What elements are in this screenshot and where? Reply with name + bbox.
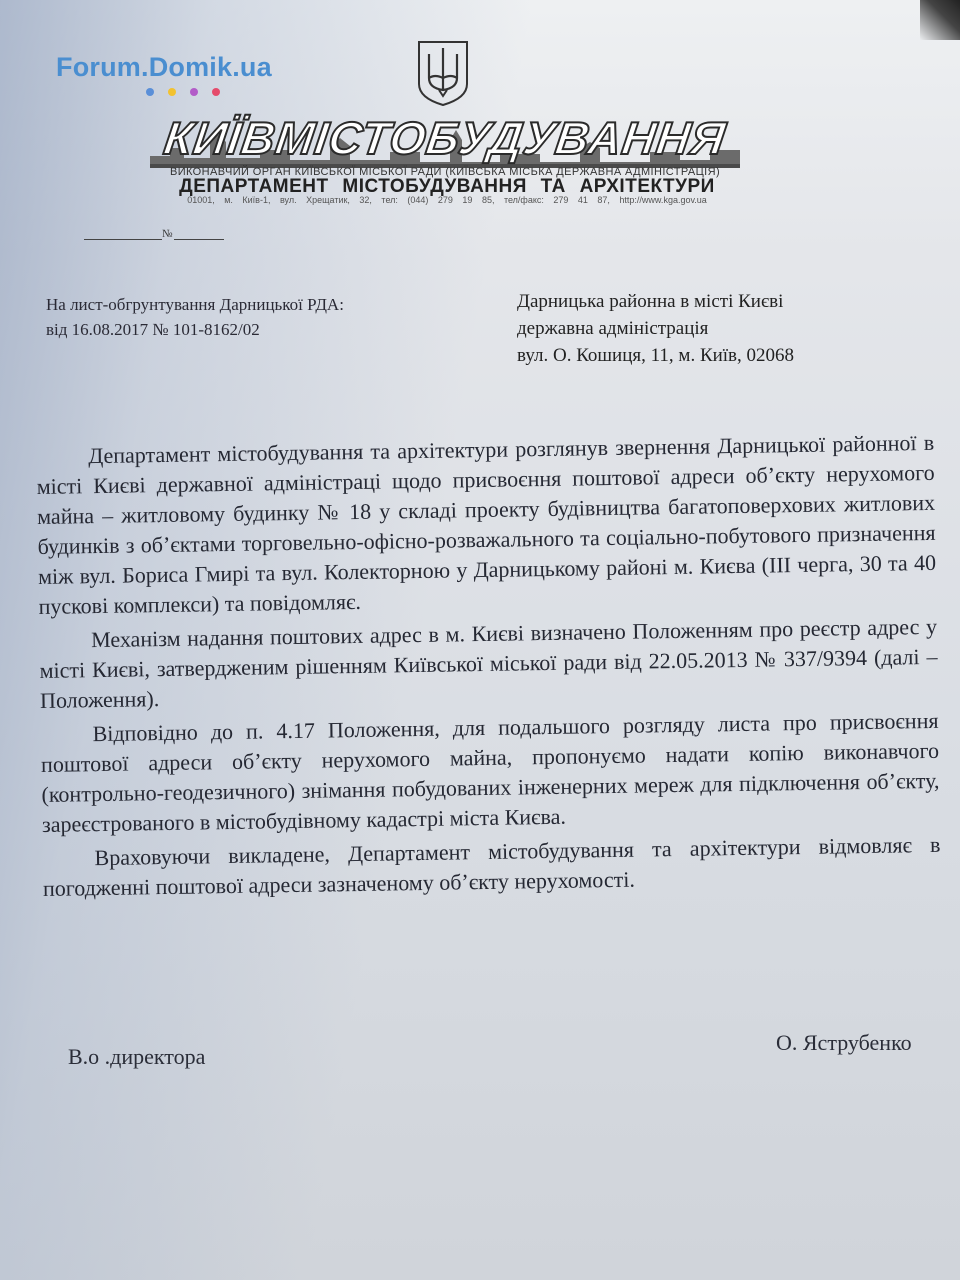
signatory-name: О. Яструбенко bbox=[776, 1030, 912, 1055]
body-paragraph: Механізм надання поштових адрес в м. Києві визначено Положенням про реєстр адрес у місті Києві, затвердженим рішенням Київської міської ради від 22.05.2013 № 337/9394 (далі – Положення). bbox=[39, 613, 938, 713]
photo-shadow-corner bbox=[920, 0, 960, 40]
number-sign: № bbox=[162, 228, 173, 240]
body-paragraph: Враховуючи викладене, Департамент містобудування та архітектури відмовляє в погодженні поштової адреси зазначеному об’єкту нерухомості. bbox=[42, 831, 941, 901]
watermark-logo: Forum.Domik.ua bbox=[56, 52, 272, 82]
addressee-block bbox=[517, 288, 794, 369]
brand-title: КИЇВМІСТОБУДУВАННЯ bbox=[160, 112, 730, 164]
reference-line: На лист-обгрунтування Дарницької РДА: bbox=[46, 295, 344, 314]
watermark-dots bbox=[146, 88, 220, 96]
blank-underline bbox=[174, 239, 224, 240]
incoming-reference bbox=[46, 292, 344, 342]
reference-line: від 16.08.2017 № 101-8162/02 bbox=[46, 320, 260, 339]
watermark-dot bbox=[212, 88, 220, 96]
letter-body bbox=[36, 428, 941, 908]
blank-underline bbox=[84, 239, 162, 240]
watermark-dot bbox=[146, 88, 154, 96]
addressee-line: вул. О. Кошиця, 11, м. Київ, 02068 bbox=[517, 345, 795, 366]
addressee-line: Дарницька районна в місті Києві bbox=[517, 291, 784, 312]
brand-subtitle: ВИКОНАВЧИЙ ОРГАН КИЇВСЬКОЇ МІСЬКОЇ РАДИ (КИЇВСЬКА МІСЬКА ДЕРЖАВНА АДМІНІСТРАЦІЯ) bbox=[169, 166, 721, 178]
department-contacts: 01001, м. Київ-1, вул. Хрещатик, 32, тел: (044) 279 19 85, тел/факс: 279 41 87, http://www.kga.gov.ua bbox=[187, 195, 707, 205]
outgoing-number-line bbox=[84, 226, 224, 242]
body-paragraph: Департамент містобудування та архітектури розглянув звернення Дарницької районної в місті Києві державної адміністраці щодо присвоєння поштової адреси об’єкту нерухомого майна – житловому будинку № 18 у складі проекту будівництва багатоповерхових житлових будинків з об’єктами торговельно-офісно-розважального та соціально-побутового призначення між вул. Бориса Гмирі та вул. Колекторною у Дарницькому районі м. Києва (III черга, 30 та 40 пускові комплекси) та повідомляє. bbox=[36, 429, 937, 619]
watermark-dot bbox=[168, 88, 176, 96]
watermark-dot bbox=[190, 88, 198, 96]
signatory-title: В.о .директора bbox=[68, 1044, 206, 1069]
trident-coat-of-arms-icon bbox=[415, 38, 471, 108]
department-name: ДЕПАРТАМЕНТ МІСТОБУДУВАННЯ ТА АРХІТЕКТУРИ bbox=[179, 176, 715, 197]
addressee-line: державна адміністрація bbox=[517, 318, 709, 339]
body-paragraph: Відповідно до п. 4.17 Положення, для подальшого розгляду листа про присвоєння поштової адреси об’єкту нерухомого майна, пропонуємо надати копію виконавчого (контрольно-геодезичного) знімання побудованих інженерних мереж для підключення об’єкту, зареєстрованого в містобудівному кадастрі міста Києва. bbox=[40, 707, 940, 837]
